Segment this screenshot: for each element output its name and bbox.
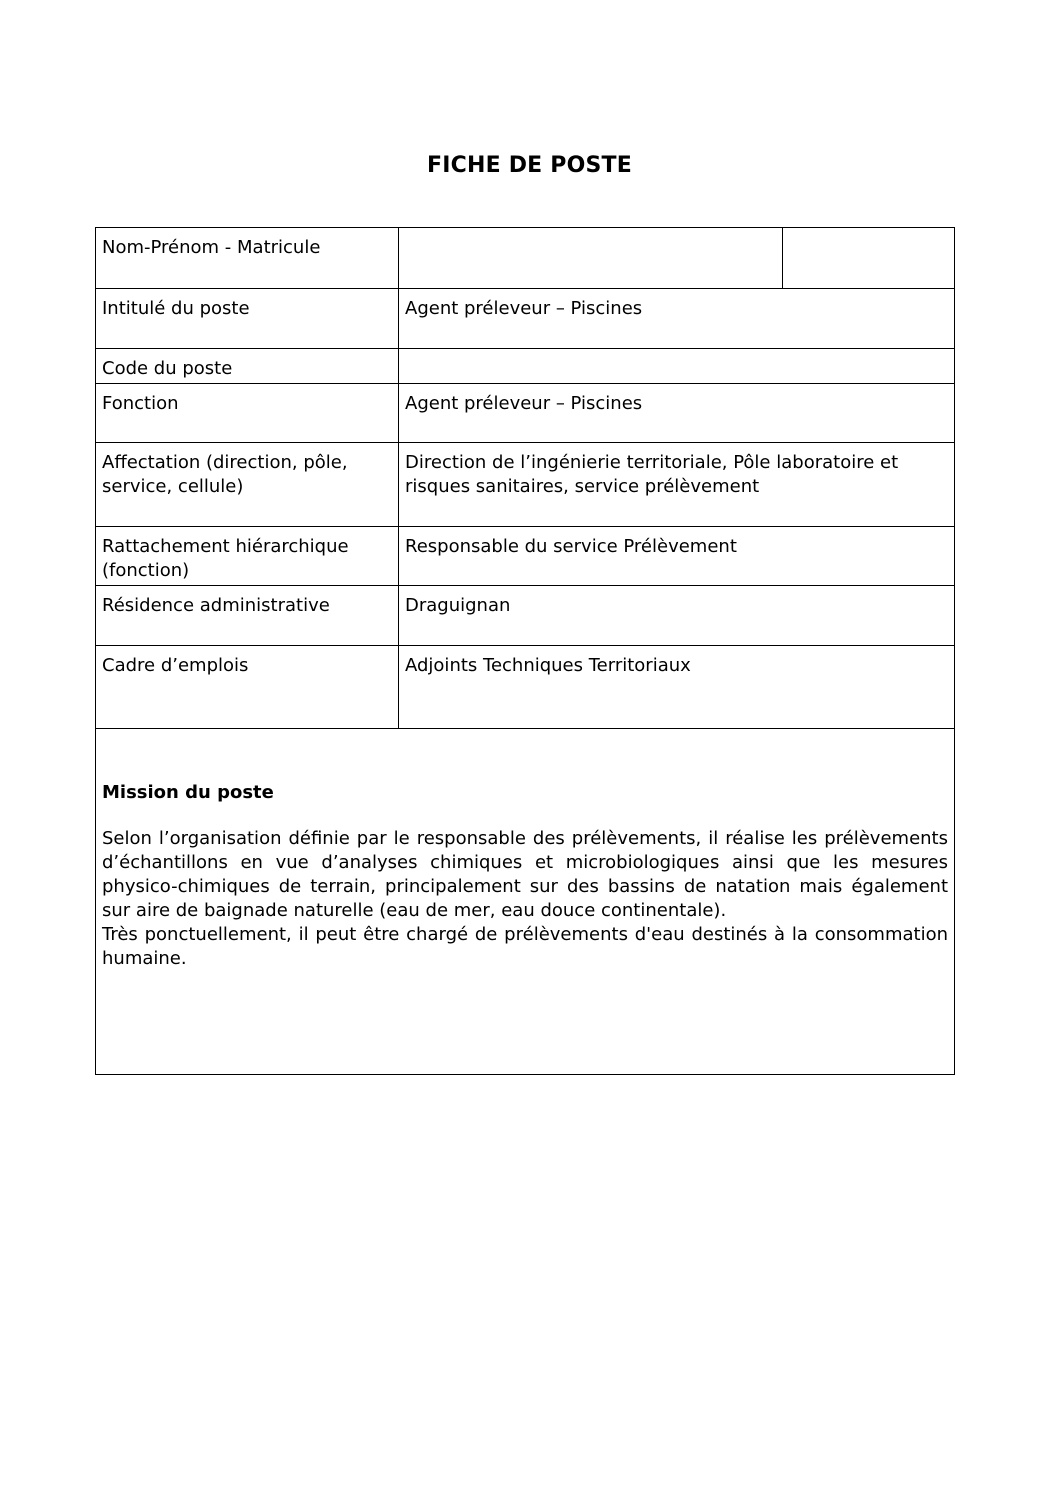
value-affectation: Direction de l’ingénierie territoriale, Pôle laboratoire et risques sanitaires, service prélèvement xyxy=(399,443,955,527)
row-intitule xyxy=(96,289,955,349)
mission-paragraph-1: Selon l’organisation définie par le responsable des prélèvements, il réalise les prélèvements d’échantillons en vue d’analyses chimiques et microbiologiques ainsi que les mesures physico-chimiques de terrain, principalement sur des bassins de natation mais également sur aire de baignade naturelle (eau de mer, eau douce continentale). xyxy=(102,828,948,921)
label-intitule: Intitulé du poste xyxy=(96,289,399,349)
row-mission xyxy=(96,729,955,1075)
label-code: Code du poste xyxy=(96,349,399,384)
mission-cell xyxy=(96,729,955,1075)
row-residence xyxy=(96,586,955,646)
value-code xyxy=(399,349,955,384)
mission-title: Mission du poste xyxy=(102,782,274,803)
row-cadre xyxy=(96,646,955,729)
label-cadre: Cadre d’emplois xyxy=(96,646,399,729)
label-residence: Résidence administrative xyxy=(96,586,399,646)
row-nom-prenom xyxy=(96,228,955,289)
value-residence: Draguignan xyxy=(399,586,955,646)
value-intitule: Agent préleveur – Piscines xyxy=(399,289,955,349)
value-fonction: Agent préleveur – Piscines xyxy=(399,384,955,443)
label-affectation: Affectation (direction, pôle, service, cellule) xyxy=(96,443,399,527)
row-fonction xyxy=(96,384,955,443)
mission-paragraph-2: Très ponctuellement, il peut être chargé de prélèvements d'eau destinés à la consommation humaine. xyxy=(102,924,948,969)
job-form-table xyxy=(95,227,955,1075)
value-rattachement: Responsable du service Prélèvement xyxy=(399,527,955,586)
label-rattachement: Rattachement hiérarchique (fonction) xyxy=(96,527,399,586)
page-title: FICHE DE POSTE xyxy=(427,153,632,178)
value-nom-prenom xyxy=(399,228,783,289)
value-cadre: Adjoints Techniques Territoriaux xyxy=(399,646,955,729)
label-nom-prenom: Nom-Prénom - Matricule xyxy=(96,228,399,289)
row-code xyxy=(96,349,955,384)
label-fonction: Fonction xyxy=(96,384,399,443)
row-rattachement xyxy=(96,527,955,586)
row-affectation xyxy=(96,443,955,527)
value-matricule xyxy=(783,228,955,289)
